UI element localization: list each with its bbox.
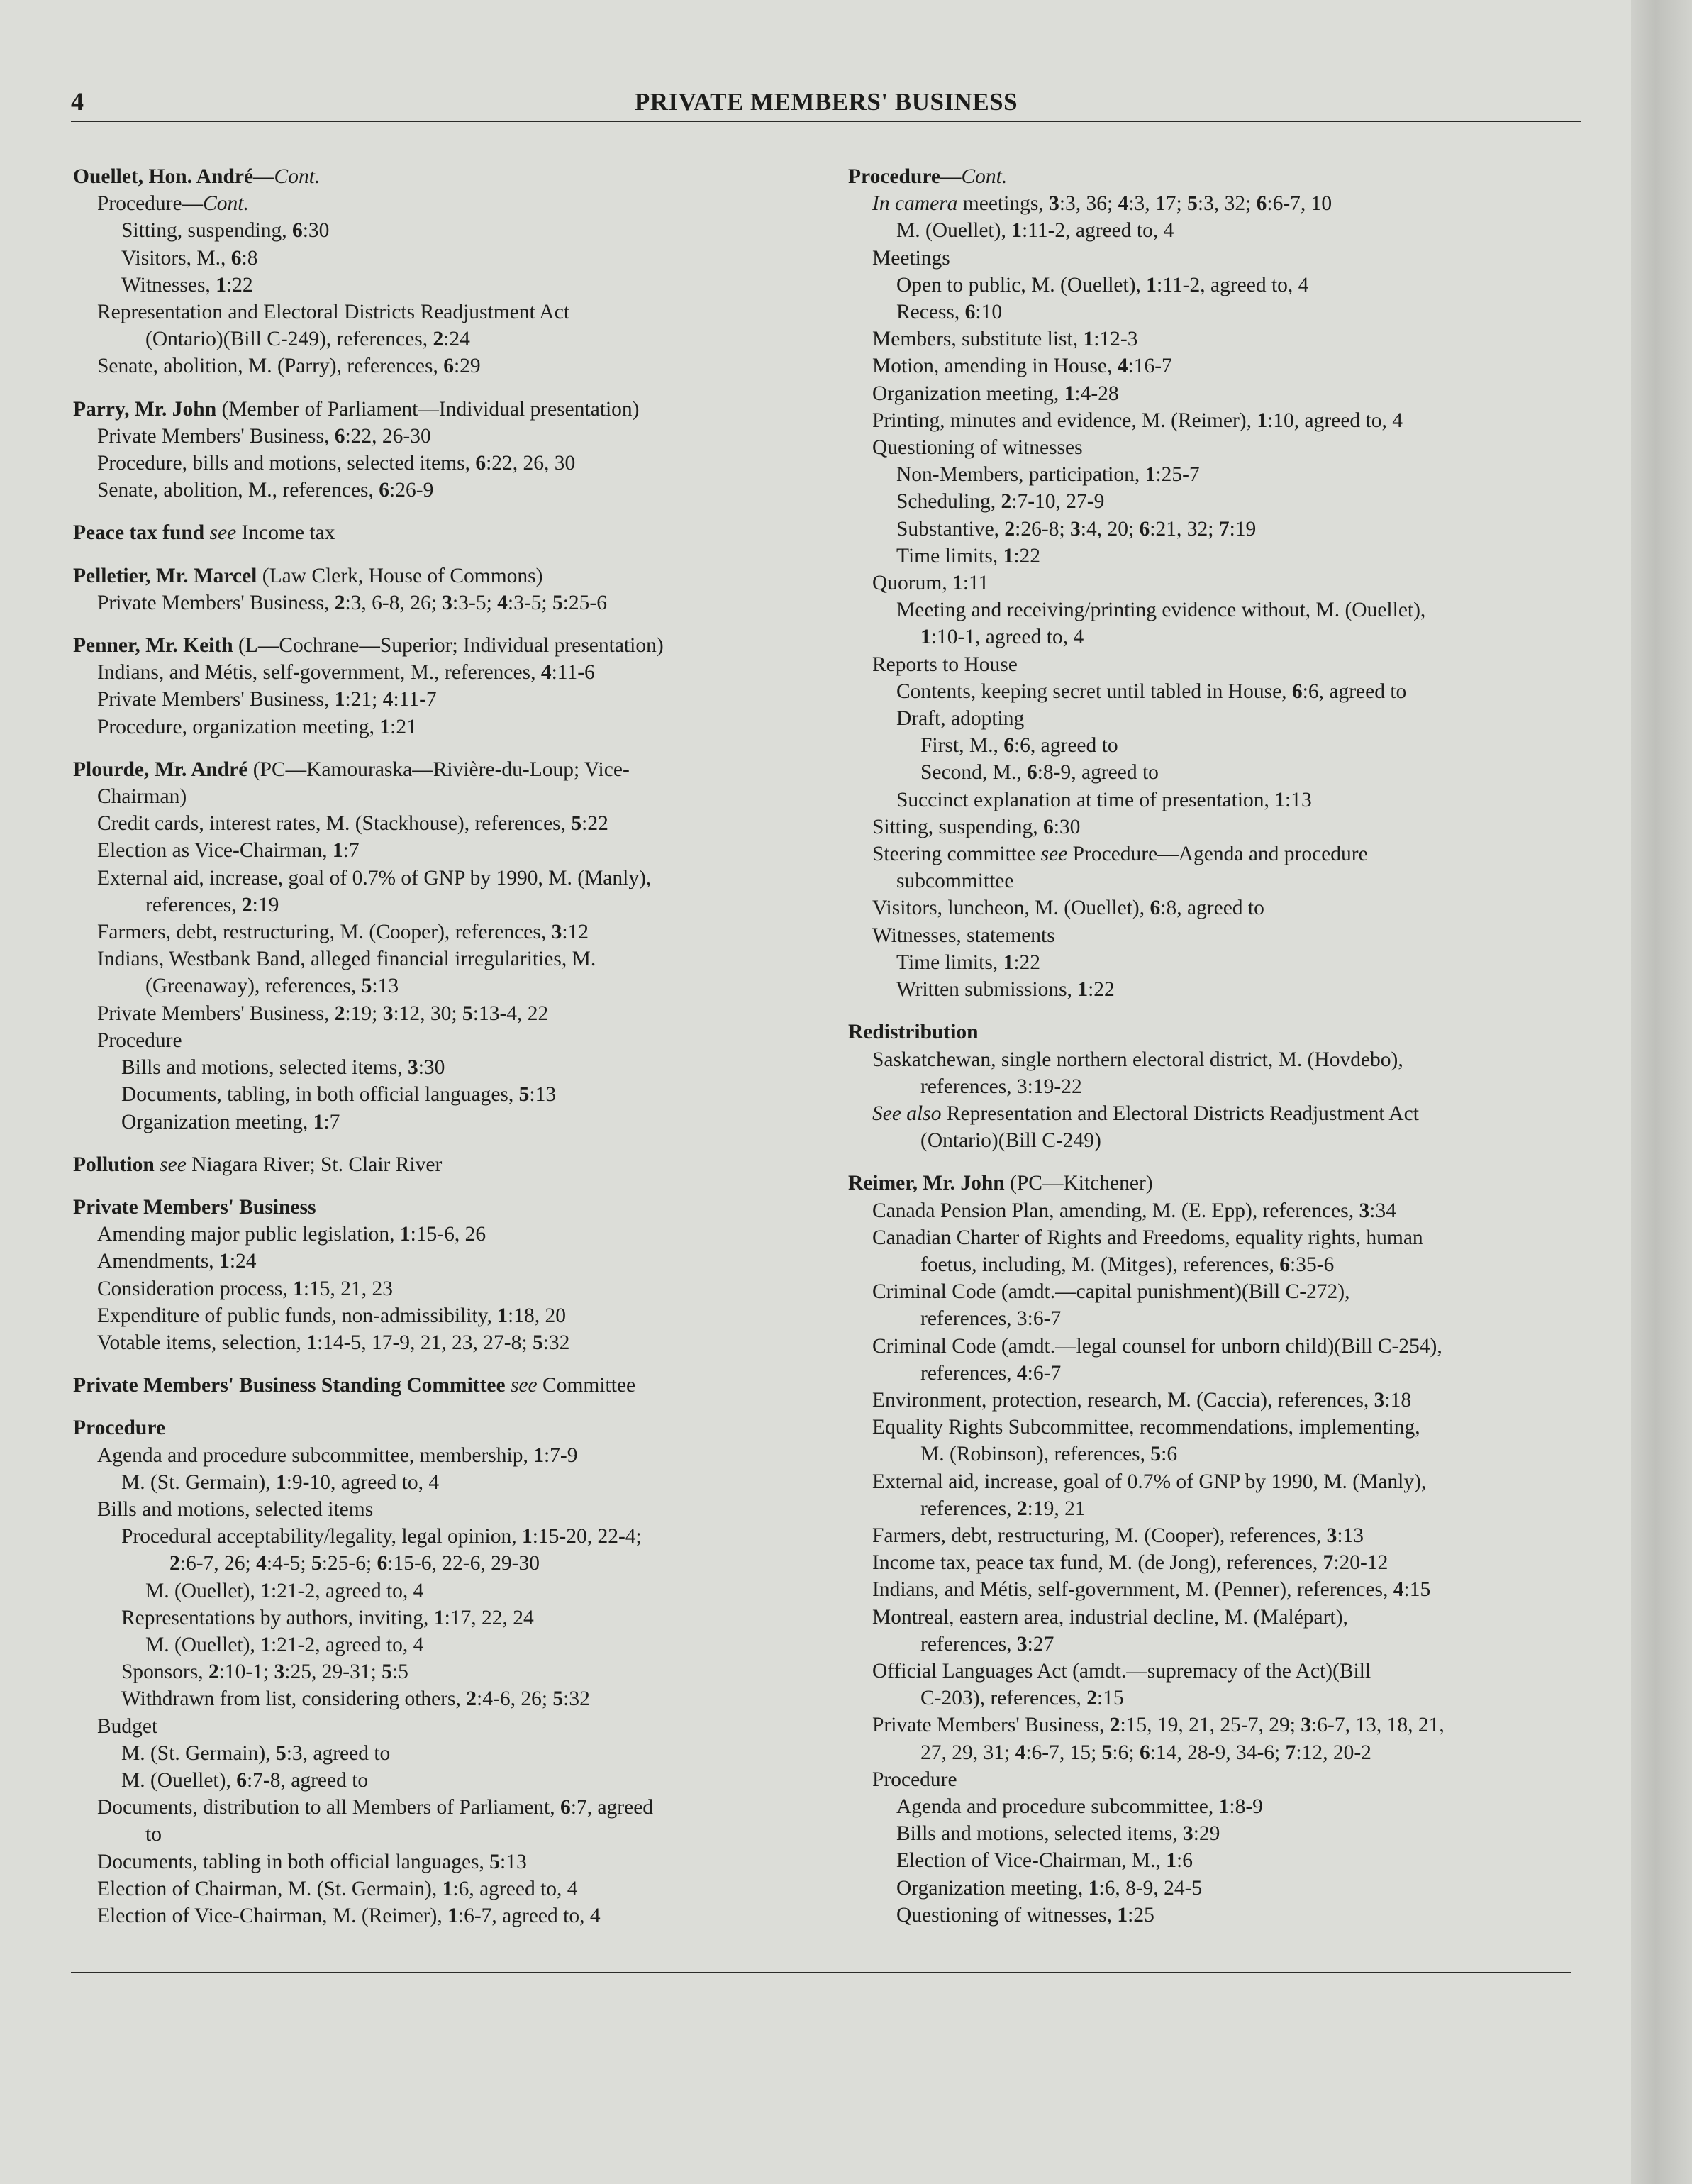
index-subentry: Organization meeting, 1:7 <box>121 1110 340 1133</box>
index-subentry: (Ontario)(Bill C-249), references, 2:24 <box>145 328 470 351</box>
index-heading: Pollution see Niagara River; St. Clair River <box>73 1153 443 1176</box>
index-heading: Reimer, Mr. John (PC—Kitchener) <box>848 1172 1153 1195</box>
index-subentry: Amendments, 1:24 <box>97 1250 257 1273</box>
index-subentry: (Ontario)(Bill C-249) <box>920 1129 1101 1153</box>
footer-rule <box>71 1972 1571 1973</box>
index-subentry: M. (St. Germain), 1:9-10, agreed to, 4 <box>121 1470 440 1494</box>
index-subentry: Private Members' Business, 2:3, 6-8, 26; 3:3-5; 4:3-5; 5:25-6 <box>97 591 608 614</box>
index-subentry: External aid, increase, goal of 0.7% of GNP by 1990, M. (Manly), <box>97 866 652 889</box>
index-subentry: Farmers, debt, restructuring, M. (Cooper), references, 3:12 <box>97 921 589 944</box>
index-subentry: M. (Ouellet), 1:11-2, agreed to, 4 <box>896 219 1174 243</box>
index-entry <box>73 1194 842 1356</box>
index-subentry: Motion, amending in House, 4:16-7 <box>872 355 1172 378</box>
index-subentry: references, 3:6-7 <box>920 1307 1062 1331</box>
index-subentry: M. (Ouellet), 6:7-8, agreed to <box>121 1768 369 1792</box>
running-title: PRIVATE MEMBERS' BUSINESS <box>634 88 1018 116</box>
index-subentry: Criminal Code (amdt.—legal counsel for unborn child)(Bill C-254), <box>872 1334 1442 1358</box>
index-subentry: Quorum, 1:11 <box>872 572 989 595</box>
index-subentry: Agenda and procedure subcommittee, 1:8-9 <box>896 1795 1263 1818</box>
index-subentry: Credit cards, interest rates, M. (Stackhouse), references, 5:22 <box>97 812 608 836</box>
index-heading: Private Members' Business Standing Committee see Committee <box>73 1374 636 1397</box>
index-subentry: Criminal Code (amdt.—capital punishment)(Bill C-272), <box>872 1280 1350 1304</box>
index-subentry: references, 3:27 <box>920 1632 1054 1656</box>
index-subentry: (Greenaway), references, 5:13 <box>145 975 399 998</box>
index-entry <box>73 1372 842 1399</box>
index-subentry: External aid, increase, goal of 0.7% of GNP by 1990, M. (Manly), <box>872 1470 1427 1493</box>
index-subentry: Visitors, M., 6:8 <box>121 246 258 270</box>
index-subentry: Second, M., 6:8-9, agreed to <box>920 761 1159 785</box>
index-subentry: Documents, distribution to all Members of Parliament, 6:7, agreed <box>97 1796 654 1819</box>
index-subentry: references, 3:19-22 <box>920 1075 1082 1098</box>
index-subentry: Documents, tabling, in both official languages, 5:13 <box>121 1083 557 1107</box>
index-subentry: Time limits, 1:22 <box>896 544 1041 567</box>
page-header <box>71 84 1581 122</box>
page-number: 4 <box>71 87 84 116</box>
index-subentry: Consideration process, 1:15, 21, 23 <box>97 1277 394 1300</box>
index-entry <box>848 1019 1571 1154</box>
index-subentry: Visitors, luncheon, M. (Ouellet), 6:8, agreed to <box>872 897 1264 920</box>
index-subentry: Official Languages Act (amdt.—supremacy of the Act)(Bill <box>872 1659 1371 1683</box>
index-entry <box>73 756 842 1136</box>
index-subentry: references, 2:19 <box>145 893 279 916</box>
index-subentry: Bills and motions, selected items <box>97 1497 374 1521</box>
index-subentry: Members, substitute list, 1:12-3 <box>872 328 1138 351</box>
index-subentry: Succinct explanation at time of presentation, 1:13 <box>896 788 1312 811</box>
index-subentry: Steering committee see Procedure—Agenda and procedure <box>872 843 1368 866</box>
index-subentry: Amending major public legislation, 1:15-6, 26 <box>97 1223 486 1246</box>
index-entry <box>73 1151 842 1178</box>
index-subentry: Sitting, suspending, 6:30 <box>121 219 330 243</box>
index-subentry: Procedure, bills and motions, selected items, 6:22, 26, 30 <box>97 452 576 475</box>
index-heading: Procedure <box>73 1417 165 1440</box>
index-subentry: Recess, 6:10 <box>896 301 1003 324</box>
index-subentry: Agenda and procedure subcommittee, membership, 1:7-9 <box>97 1443 578 1467</box>
index-subentry: Witnesses, statements <box>872 924 1055 947</box>
index-subentry: First, M., 6:6, agreed to <box>920 734 1118 758</box>
index-entry <box>73 562 842 616</box>
index-entry <box>73 632 842 741</box>
index-heading: Ouellet, Hon. André—Cont. <box>73 165 321 188</box>
index-subentry: Scheduling, 2:7-10, 27-9 <box>896 490 1105 514</box>
index-heading: Private Members' Business <box>73 1195 316 1219</box>
index-subentry: references, 2:19, 21 <box>920 1497 1086 1520</box>
page-gutter <box>1631 0 1692 2184</box>
index-subentry: Procedural acceptability/legality, legal opinion, 1:15-20, 22-4; <box>121 1525 642 1548</box>
index-subentry: Senate, abolition, M., references, 6:26-9 <box>97 479 434 502</box>
index-subentry: Organization meeting, 1:4-28 <box>872 382 1119 405</box>
index-subentry: Expenditure of public funds, non-admissibility, 1:18, 20 <box>97 1304 566 1327</box>
index-subentry: Bills and motions, selected items, 3:30 <box>121 1056 445 1080</box>
index-heading: Redistribution <box>848 1021 979 1044</box>
index-subentry: Private Members' Business, 2:19; 3:12, 30; 5:13-4, 22 <box>97 1002 549 1025</box>
index-subentry: Indians, Westbank Band, alleged financial irregularities, M. <box>97 948 596 971</box>
index-subentry: Draft, adopting <box>896 707 1025 731</box>
index-heading: Penner, Mr. Keith (L—Cochrane—Superior; Individual presentation) <box>73 634 664 658</box>
index-subentry: Reports to House <box>872 653 1018 676</box>
index-column-left <box>73 163 842 1945</box>
index-subentry: Equality Rights Subcommittee, recommendations, implementing, <box>872 1416 1420 1439</box>
index-subentry: M. (Ouellet), 1:21-2, agreed to, 4 <box>145 1579 424 1602</box>
index-subentry: Contents, keeping secret until tabled in House, 6:6, agreed to <box>896 680 1407 703</box>
index-subentry: Bills and motions, selected items, 3:29 <box>896 1822 1220 1846</box>
index-heading: Procedure—Cont. <box>848 165 1008 188</box>
index-subentry: Documents, tabling in both official languages, 5:13 <box>97 1850 527 1873</box>
index-subentry: Election of Vice-Chairman, M., 1:6 <box>896 1849 1193 1873</box>
index-subentry: Sponsors, 2:10-1; 3:25, 29-31; 5:5 <box>121 1661 408 1684</box>
index-subentry: Time limits, 1:22 <box>896 950 1041 974</box>
index-subentry: Indians, and Métis, self-government, M., references, 4:11-6 <box>97 661 595 684</box>
index-column-right <box>848 163 1571 1944</box>
index-subentry: Procedure—Cont. <box>97 192 249 216</box>
index-entry <box>848 1170 1571 1929</box>
index-entry <box>73 519 842 546</box>
index-subentry: Private Members' Business, 2:15, 19, 21, 25-7, 29; 3:6-7, 13, 18, 21, <box>872 1714 1445 1737</box>
index-subentry: Witnesses, 1:22 <box>121 273 253 296</box>
index-subentry: Canadian Charter of Rights and Freedoms, equality rights, human <box>872 1226 1423 1249</box>
index-subentry: Substantive, 2:26-8; 3:4, 20; 6:21, 32; 7:19 <box>896 517 1257 541</box>
index-heading: Plourde, Mr. André (PC—Kamouraska—Rivière-du-Loup; Vice- <box>73 758 630 781</box>
index-entry <box>848 163 1571 1003</box>
index-entry <box>73 1414 842 1929</box>
index-subentry: Withdrawn from list, considering others, 2:4-6, 26; 5:32 <box>121 1687 590 1711</box>
index-subentry: Questioning of witnesses <box>872 436 1083 460</box>
index-subentry: C-203), references, 2:15 <box>920 1687 1124 1710</box>
index-subentry: Questioning of witnesses, 1:25 <box>896 1903 1154 1927</box>
index-subentry: Representations by authors, inviting, 1:17, 22, 24 <box>121 1606 534 1629</box>
index-subentry: Election of Vice-Chairman, M. (Reimer), 1:6-7, agreed to, 4 <box>97 1904 601 1927</box>
index-subentry: references, 4:6-7 <box>920 1361 1062 1385</box>
index-subentry: Written submissions, 1:22 <box>896 978 1115 1002</box>
index-subentry: Open to public, M. (Ouellet), 1:11-2, agreed to, 4 <box>896 273 1309 296</box>
index-subentry: Procedure <box>872 1768 957 1791</box>
index-subentry: 2:6-7, 26; 4:4-5; 5:25-6; 6:15-6, 22-6, 29-30 <box>169 1552 540 1575</box>
index-subentry: Montreal, eastern area, industrial decline, M. (Malépart), <box>872 1605 1348 1629</box>
index-subentry: Printing, minutes and evidence, M. (Reimer), 1:10, agreed to, 4 <box>872 409 1403 432</box>
index-subentry: subcommittee <box>896 870 1014 893</box>
index-heading: Pelletier, Mr. Marcel (Law Clerk, House of Commons) <box>73 564 543 587</box>
index-heading: Parry, Mr. John (Member of Parliament—Individual presentation) <box>73 397 640 421</box>
index-subentry: Private Members' Business, 6:22, 26-30 <box>97 424 431 448</box>
index-subentry: Canada Pension Plan, amending, M. (E. Epp), references, 3:34 <box>872 1199 1396 1222</box>
index-subentry: Procedure <box>97 1029 182 1052</box>
index-subentry: M. (Robinson), references, 5:6 <box>920 1443 1178 1466</box>
index-subentry: Procedure, organization meeting, 1:21 <box>97 715 417 738</box>
index-subentry: Senate, abolition, M. (Parry), references, 6:29 <box>97 355 481 378</box>
index-subentry: M. (St. Germain), 5:3, agreed to <box>121 1741 391 1765</box>
index-subentry: Chairman) <box>97 785 187 809</box>
index-subentry: Farmers, debt, restructuring, M. (Cooper), references, 3:13 <box>872 1524 1364 1547</box>
index-subentry: Sitting, suspending, 6:30 <box>872 815 1081 838</box>
index-subentry: Budget <box>97 1714 158 1738</box>
index-subentry: Meetings <box>872 246 950 270</box>
index-subentry: Indians, and Métis, self-government, M. (Penner), references, 4:15 <box>872 1578 1431 1602</box>
index-subentry: Income tax, peace tax fund, M. (de Jong), references, 7:20-12 <box>872 1551 1388 1575</box>
index-subentry: Environment, protection, research, M. (Caccia), references, 3:18 <box>872 1388 1412 1412</box>
index-subentry: to <box>145 1823 162 1846</box>
index-heading: Peace tax fund see Income tax <box>73 521 335 545</box>
index-subentry: M. (Ouellet), 1:21-2, agreed to, 4 <box>145 1633 424 1656</box>
index-subentry: foetus, including, M. (Mitges), references, 6:35-6 <box>920 1253 1335 1276</box>
index-subentry: 27, 29, 31; 4:6-7, 15; 5:6; 6:14, 28-9, 34-6; 7:12, 20-2 <box>920 1741 1371 1764</box>
index-subentry: Private Members' Business, 1:21; 4:11-7 <box>97 688 437 711</box>
index-entry <box>73 396 842 504</box>
index-subentry: In camera meetings, 3:3, 36; 4:3, 17; 5:3, 32; 6:6-7, 10 <box>872 192 1332 216</box>
index-subentry: Representation and Electoral Districts Readjustment Act <box>97 301 570 324</box>
index-subentry: Non-Members, participation, 1:25-7 <box>896 463 1200 487</box>
index-subentry: Election of Chairman, M. (St. Germain), 1:6, agreed to, 4 <box>97 1877 578 1900</box>
index-subentry: Saskatchewan, single northern electoral district, M. (Hovdebo), <box>872 1048 1403 1071</box>
index-subentry: Votable items, selection, 1:14-5, 17-9, 21, 23, 27-8; 5:32 <box>97 1331 570 1354</box>
index-subentry: Election as Vice-Chairman, 1:7 <box>97 839 360 863</box>
index-subentry: Meeting and receiving/printing evidence without, M. (Ouellet), <box>896 599 1426 622</box>
index-subentry: 1:10-1, agreed to, 4 <box>920 626 1084 649</box>
index-subentry: See also Representation and Electoral Districts Readjustment Act <box>872 1102 1419 1125</box>
index-entry <box>73 163 842 380</box>
index-subentry: Organization meeting, 1:6, 8-9, 24-5 <box>896 1876 1203 1900</box>
